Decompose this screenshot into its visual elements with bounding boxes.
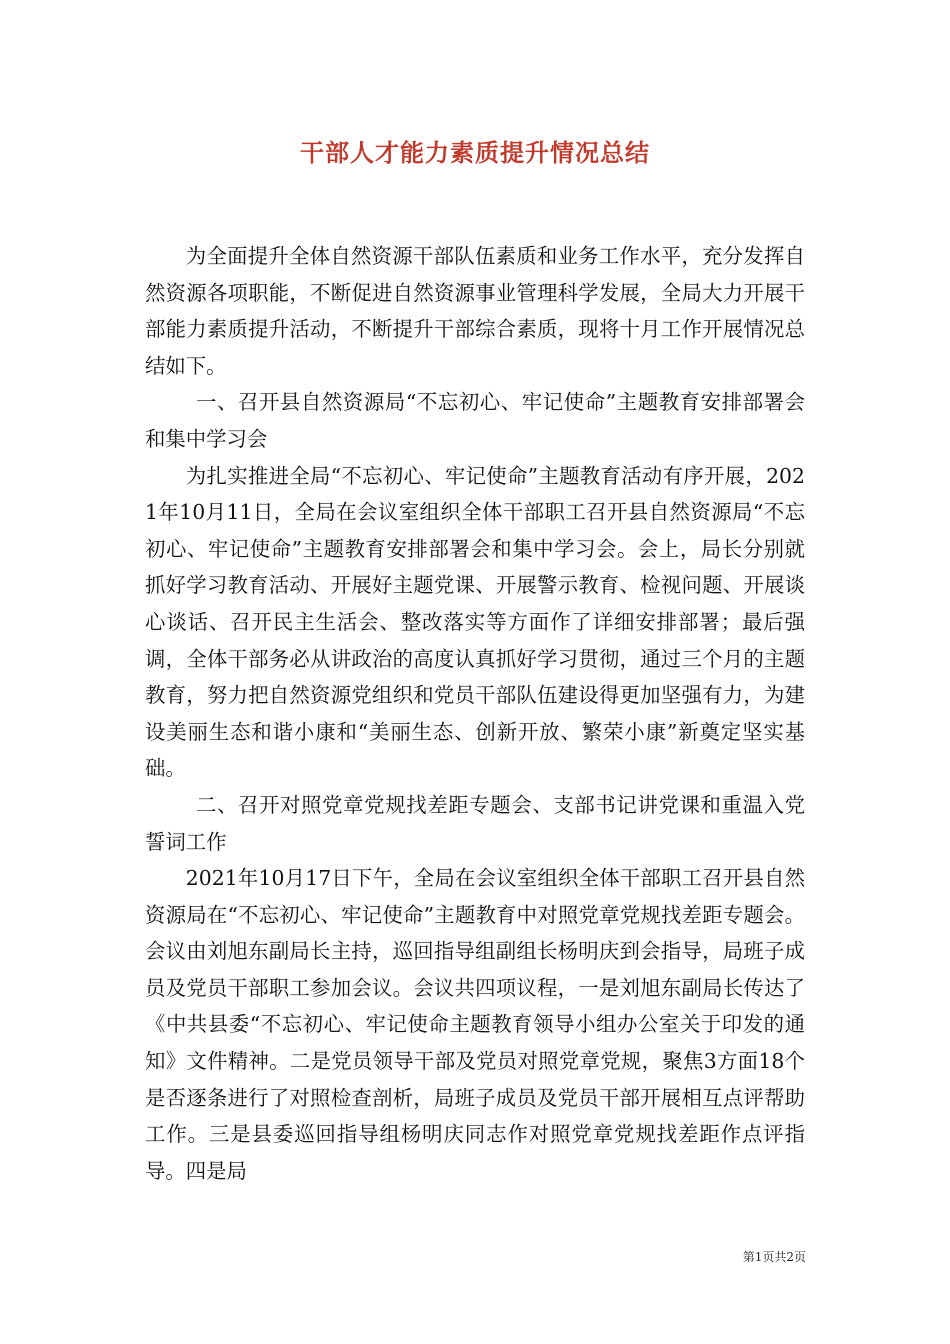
page-footer	[0, 1248, 806, 1265]
intro-paragraph: 为全面提升全体自然资源干部队伍素质和业务工作水平，充分发挥自然资源各项职能，不断促进自然资源事业管理科学发展，全局大力开展干部能力素质提升活动，不断提升干部综合素质，现将十月工作开展情况总结如下。	[145, 244, 805, 378]
document-body	[145, 238, 805, 1189]
document-title: 干部人才能力素质提升情况总结	[300, 138, 650, 167]
section-paragraph-1: 为扎实推进全局“不忘初心、牢记使命”主题教育活动有序开展，2021年10月11日，全局在会议室组织全体干部职工召开县自然资源局“不忘初心、牢记使命”主题教育安排部署会和集中学习会。会上，局长分别就抓好学习教育活动、开展好主题党课、开展警示教育、检视问题、开展谈心谈话、召开民主生活会、整改落实等方面作了详细安排部署；最后强调，全体干部务必从讲政治的高度认真抓好学习贯彻，通过三个月的主题教育，努力把自然资源党组织和党员干部队伍建设得更加坚强有力，为建设美丽生态和谐小康和“美丽生态、创新开放、繁荣小康”新奠定坚实基础。	[145, 463, 805, 781]
section-heading-2: 二、召开对照党章党规找差距专题会、支部书记讲党课和重温入党誓词工作	[145, 792, 805, 854]
page-number: 第1页共2页	[742, 1250, 806, 1264]
section-paragraph-2: 2021年10月17日下午，全局在会议室组织全体干部职工召开县自然资源局在“不忘初心、牢记使命”主题教育中对照党章党规找差距专题会。会议由刘旭东副局长主持，巡回指导组副组长杨明庆到会指导，局班子成员及党员干部职工参加会议。会议共四项议程，一是刘旭东副局长传达了《中共县委“不忘初心、牢记使命主题教育领导小组办公室关于印发的通知》文件精神。二是党员领导干部及党员对照党章党规，聚焦3方面18个是否逐条进行了对照检查剖析，局班子成员及党员干部开展相互点评帮助工作。三是县委巡回指导组杨明庆同志作对照党章党规找差距作点评指导。四是局	[145, 866, 805, 1183]
section-heading-1: 一、召开县自然资源局“不忘初心、牢记使命”主题教育安排部署会和集中学习会	[145, 390, 805, 451]
